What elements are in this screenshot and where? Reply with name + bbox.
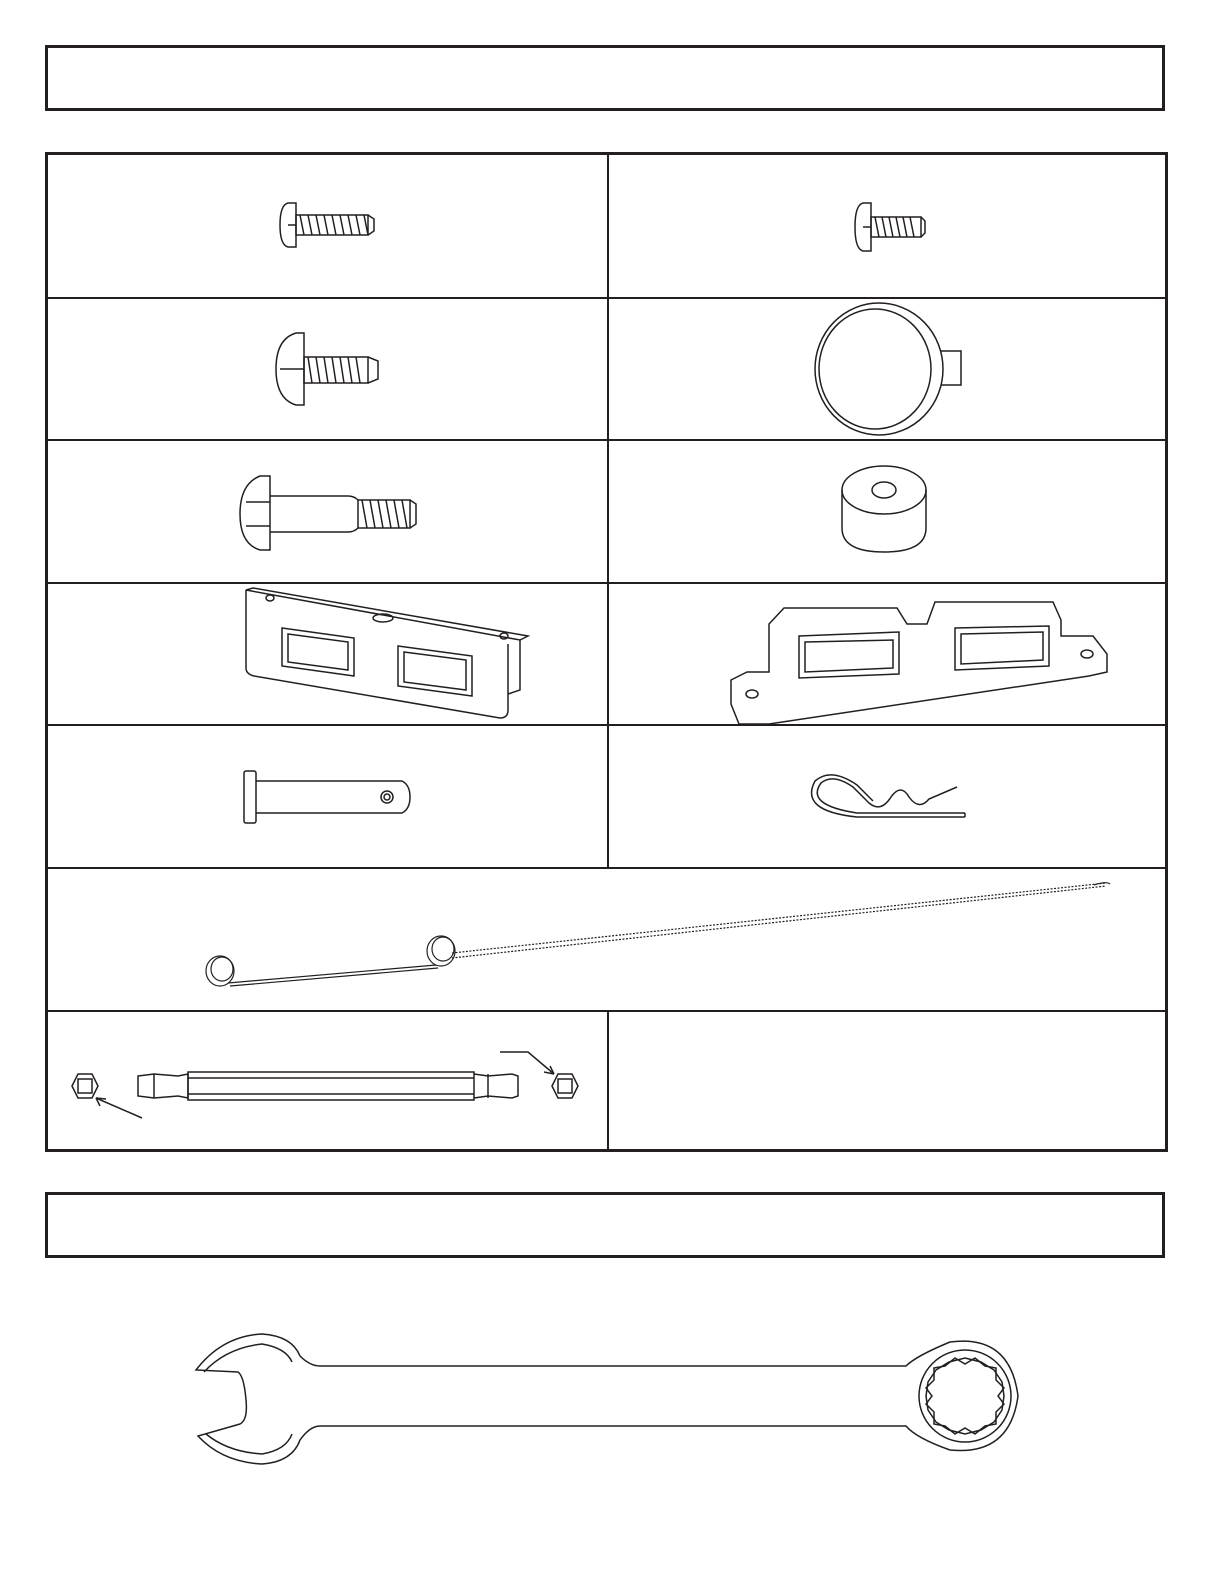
round-cap-icon: [609, 299, 1168, 441]
shoulder-bolt-icon: [48, 442, 607, 584]
hardware-cell-screw-b: [609, 155, 1168, 297]
hardware-cell-spacer: [609, 442, 1168, 584]
magnetic-catch-icon: [609, 584, 1168, 726]
hardware-title-box: [45, 45, 1165, 111]
hex-end-icon: [552, 1074, 578, 1098]
latch-plate-icon: [48, 584, 607, 726]
hardware-cell-cap: [609, 299, 1168, 441]
hardware-cell-hair-pin-clip: [609, 727, 1168, 869]
hair-pin-clip-icon: [609, 727, 1168, 869]
short-screw-icon: [609, 155, 1168, 297]
hardware-cell-clevis-pin: [48, 727, 607, 869]
double-ended-bit-icon: [48, 1012, 607, 1152]
flange-screw-icon: [48, 299, 607, 441]
hardware-cell-empty: [609, 1012, 1168, 1152]
hardware-cell-latch-plate: [48, 584, 607, 726]
hardware-grid: [45, 152, 1168, 1152]
hardware-cell-driver-bit: [48, 1012, 607, 1152]
hex-end-icon: [72, 1074, 98, 1098]
hardware-cell-magnetic-catch: [609, 584, 1168, 726]
tools-title-box: [45, 1192, 1165, 1258]
spacer-icon: [609, 442, 1168, 584]
hardware-cell-screw-c: [48, 299, 607, 441]
combination-wrench-icon: [0, 1300, 1224, 1500]
clevis-pin-icon: [48, 727, 607, 869]
screw-icon: [48, 155, 607, 297]
torsion-spring-icon: [48, 869, 1165, 1011]
hardware-cell-shoulder-bolt: [48, 442, 607, 584]
hardware-cell-spring-rod: [48, 869, 1165, 1011]
hardware-cell-screw-a: [48, 155, 607, 297]
